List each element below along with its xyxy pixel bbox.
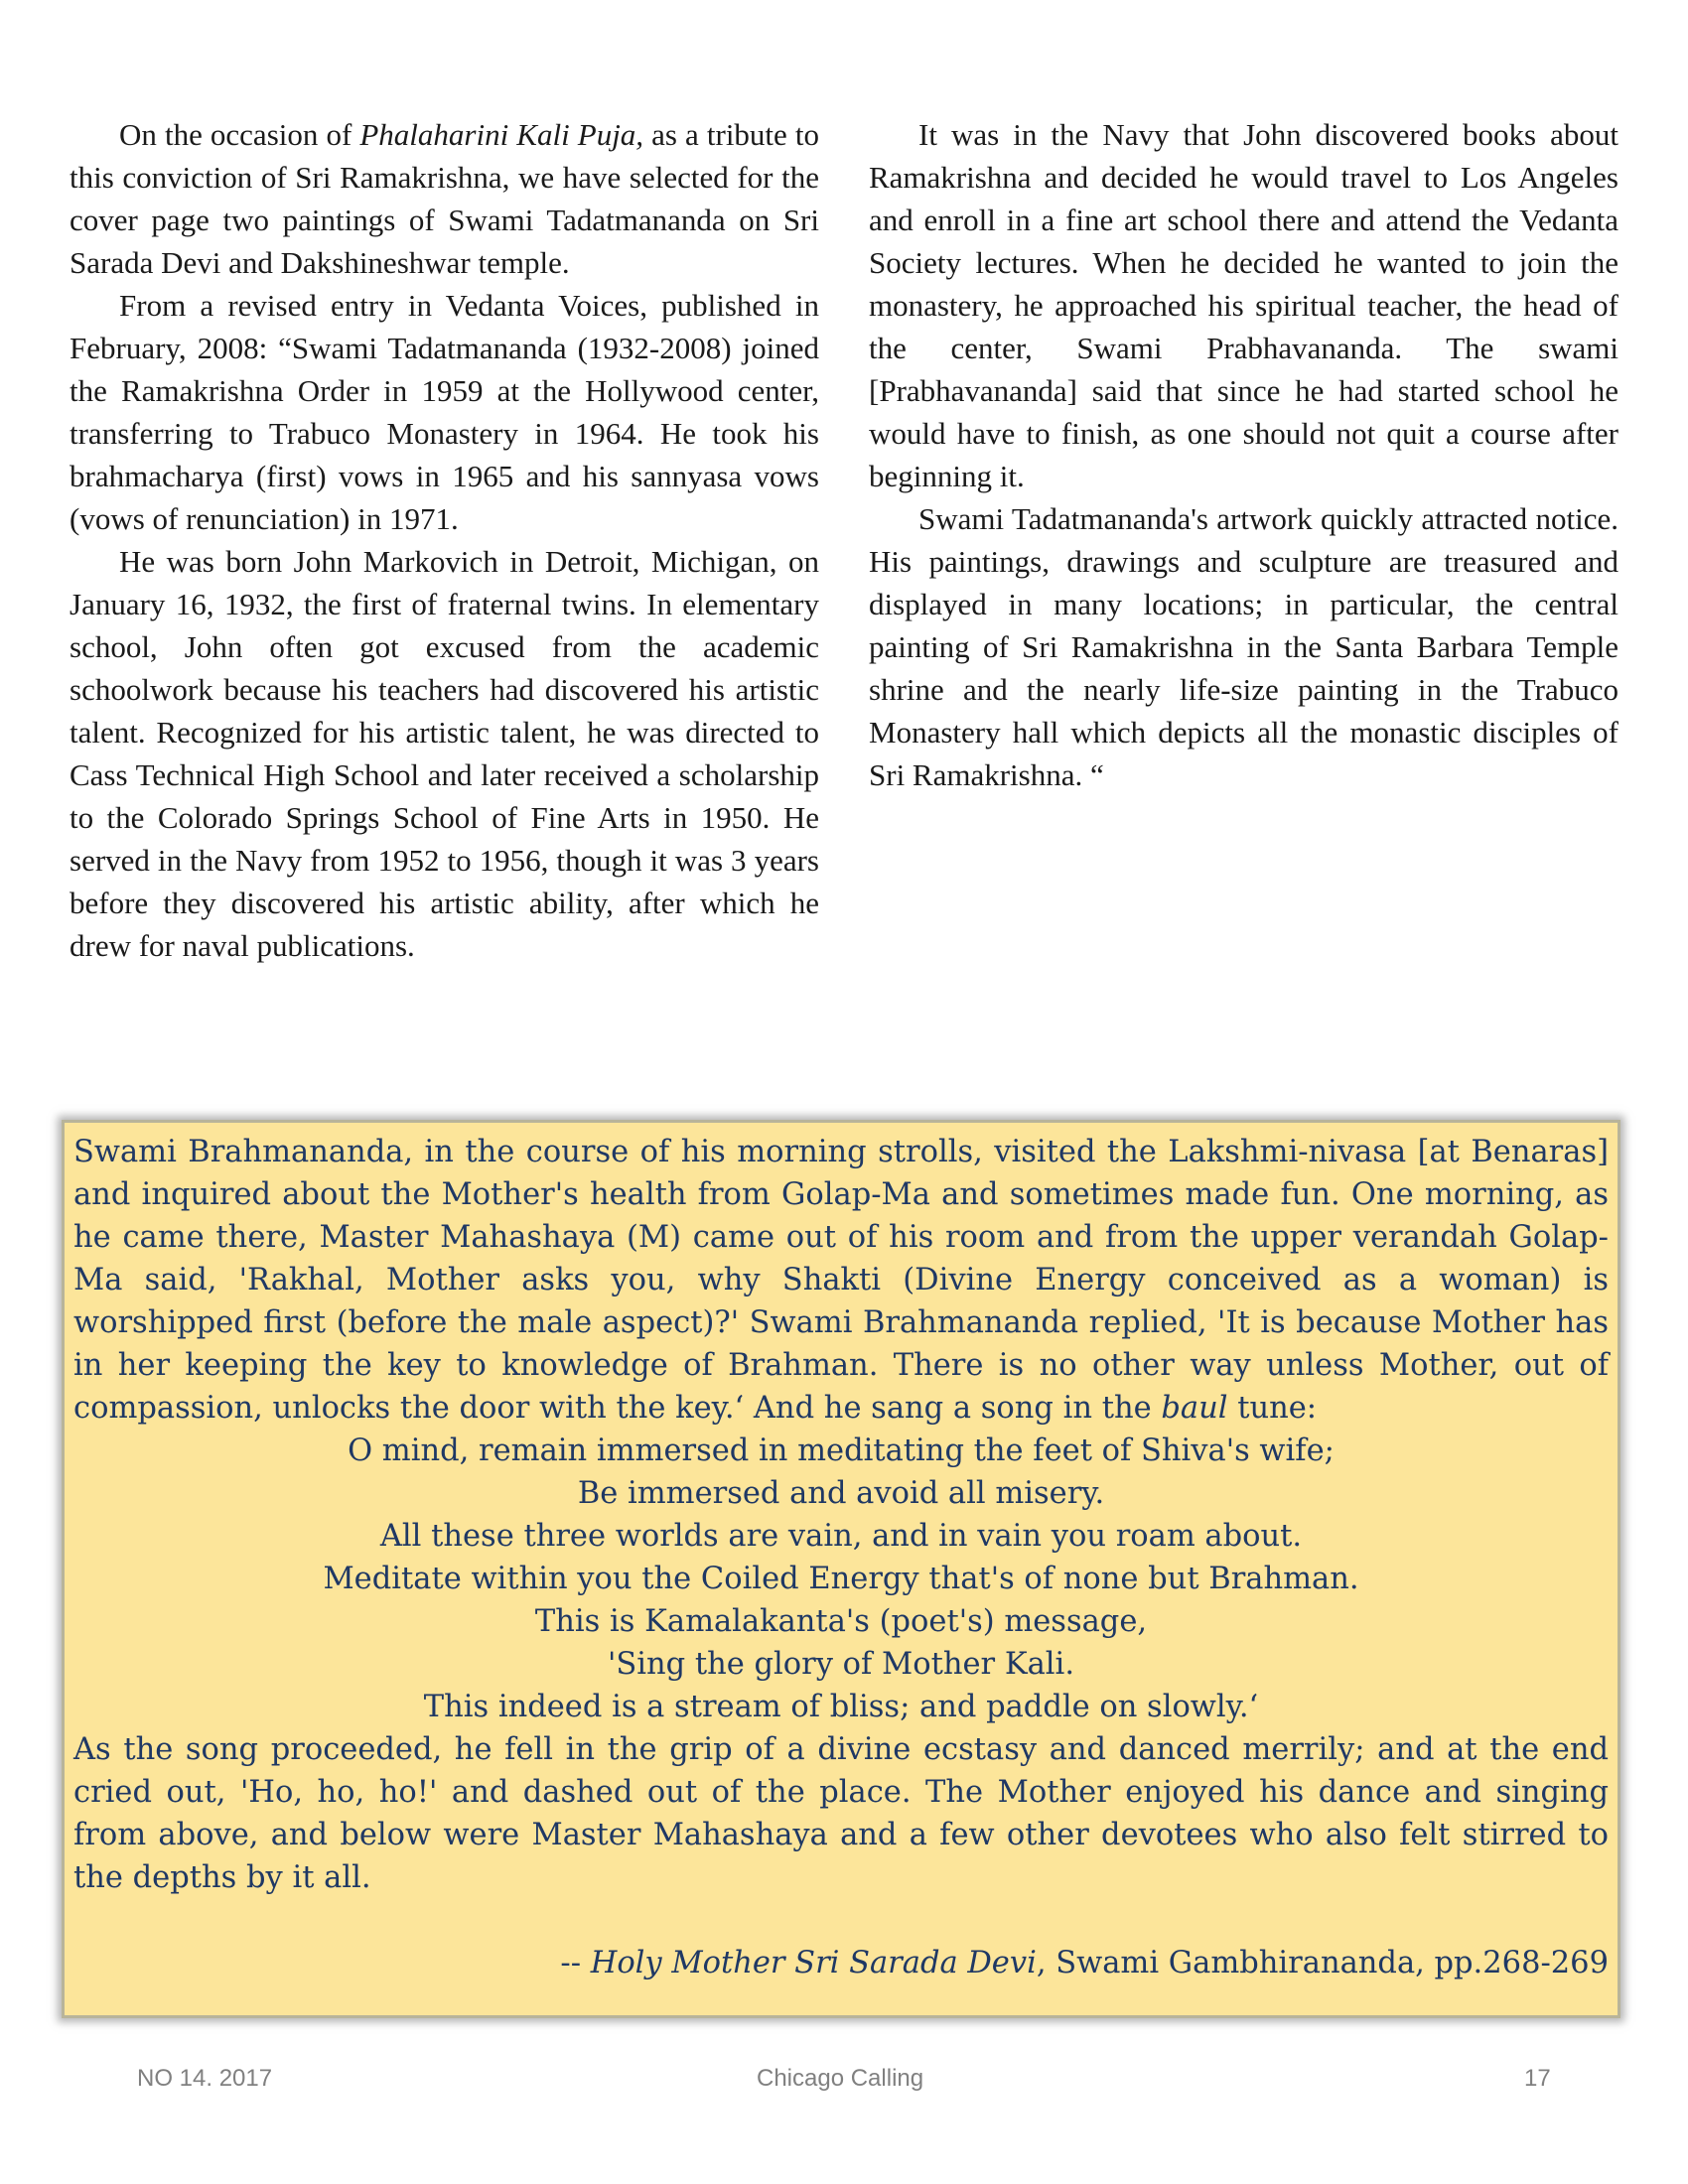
page-footer (0, 2065, 1688, 2105)
song-line: This indeed is a stream of bliss; and paddle on slowly.‘ (423, 1690, 1259, 1724)
book-title: Holy Mother Sri Sarada Devi (590, 1946, 1037, 1980)
quote-intro: Swami Brahmananda, in the course of his morning strolls, visited the Lakshmi-nivasa [at Benaras] and inquired about the Mother's health from Golap-Ma and sometimes made fun. One morning, as he came there, Master Mahashaya (M) came out of his room and from the upper verandah Golap-Ma said, 'Rakhal, Mother asks you, why Shakti (Divine Energy conceived as a woman) is worshipped first (before the male aspect)?' Swami Brahmananda replied, 'It is because Mother has in her keeping the key to knowledge of Brahman. There is no other way unless Mother, out of compassion, unlocks the door with the key.‘ And he sang a song in the baul tune: (73, 1135, 1609, 1426)
song-line: 'Sing the glory of Mother Kali. (607, 1647, 1075, 1682)
quote-outro: As the song proceeded, he fell in the grip of a divine ecstasy and danced merrily; and at the end cried out, 'Ho, ho, ho!' and dashed out of the place. The Mother enjoyed his dance and singing from above, and below were Master Mahashaya and a few other devotees who also felt stirred to the depths by it all. (73, 1732, 1609, 1895)
song-verses (73, 1430, 1609, 1728)
song-line: Meditate within you the Coiled Energy that's of none but Brahman. (323, 1562, 1359, 1596)
song-line: Be immersed and avoid all misery. (577, 1476, 1105, 1511)
article-paragraph-1: On the occasion of Phalaharini Kali Puja, as a tribute to this conviction of Sri Ramakrishna, we have selected for the cover page two paintings of Swami Tadatmananda on Sri Sarada Devi and Dakshineshwar temple. (70, 117, 819, 280)
puja-name: Phalaharini Kali Puja, (359, 117, 644, 152)
footer-page-number: 17 (1524, 2065, 1551, 2092)
article-columns (70, 113, 1618, 1026)
song-line: All these three worlds are vain, and in vain you roam about. (379, 1519, 1303, 1554)
song-line: O mind, remain immersed in meditating the feet of Shiva's wife; (348, 1433, 1335, 1468)
article-paragraph-3: He was born John Markovich in Detroit, Michigan, on January 16, 1932, the first of fraternal twins. In elementary school, John often got excused from the academic schoolwork because his teachers had discovered his artistic talent. Recognized for his artistic talent, he was directed to Cass Technical High School and later received a scholarship to the Colorado Springs School of Fine Arts in 1950. He served in the Navy from 1952 to 1956, though it was 3 years before they discovered his artistic ability, after which he drew for naval publications. (70, 544, 819, 963)
quote-citation: -- Holy Mother Sri Sarada Devi, Swami Gambhirananda, pp.268-269 (560, 1946, 1609, 1980)
footer-publication: Chicago Calling (757, 2065, 924, 2092)
footer-issue: NO 14. 2017 (137, 2065, 273, 2092)
article-paragraph-2: From a revised entry in Vedanta Voices, published in February, 2008: “Swami Tadatmananda (1932-2008) joined the Ramakrishna Order in 1959 at the Hollywood center, transferring to Trabuco Monastery in 1964. He took his brahmacharya (first) vows in 1965 and his sannyasa vows (vows of renunciation) in 1971. (70, 288, 819, 536)
song-line: This is Kamalakanta's (poet's) message, (534, 1604, 1148, 1639)
quote-box (62, 1120, 1620, 2018)
article-paragraph-4: It was in the Navy that John discovered books about Ramakrishna and decided he would travel to Los Angeles and enroll in a fine art school there and attend the Vedanta Society lectures. When he decided he wanted to join the monastery, he approached his spiritual teacher, the head of the center, Swami Prabhavananda. The swami [Prabhavananda] said that since he had started school he would have to finish, as one should not quit a course after beginning it. (869, 117, 1618, 493)
article-paragraph-5: Swami Tadatmananda's artwork quickly attracted notice. His paintings, drawings and sculpture are treasured and displayed in many locations; in particular, the central painting of Sri Ramakrishna in the Santa Barbara Temple shrine and the nearly life-size painting in the Trabuco Monastery hall which depicts all the monastic disciples of Sri Ramakrishna. “ (869, 501, 1618, 792)
